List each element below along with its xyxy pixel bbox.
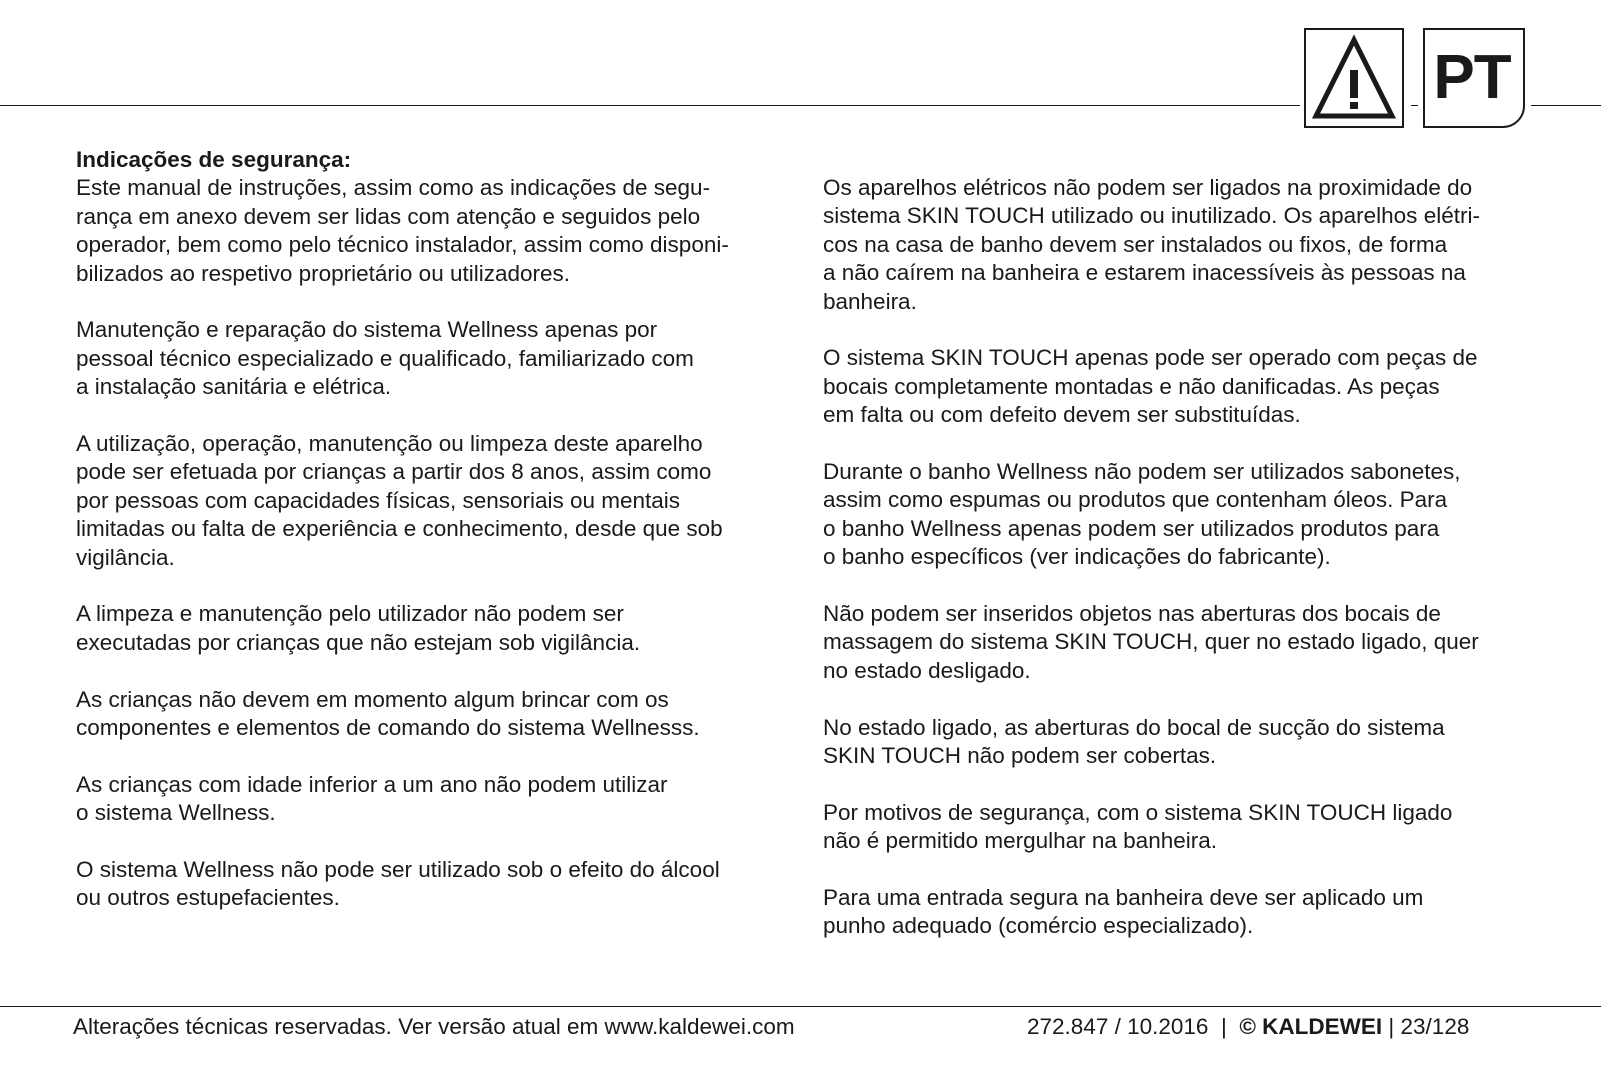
footer-separator: | [1220, 1014, 1227, 1039]
paragraph [76, 686, 791, 743]
warning-triangle-icon [1304, 28, 1404, 128]
paragraph-line: no estado desligado. [823, 657, 1031, 683]
header-rule-middle [1411, 105, 1418, 106]
paragraph-line: Este manual de instruções, assim como as indicações de segu- [76, 175, 711, 201]
paragraph-line: executadas por crianças que não estejam sob vigilância. [76, 629, 641, 655]
paragraph [823, 458, 1538, 572]
footer-disclaimer: Alterações técnicas reservadas. Ver versão atual em www.kaldewei.com [73, 1014, 795, 1039]
language-badge: PT [1423, 28, 1525, 128]
paragraph-line: SKIN TOUCH não podem ser cobertas. [823, 743, 1217, 769]
paragraph [76, 174, 791, 288]
paragraph-line: a não caírem na banheira e estarem inacessíveis às pessoas na [823, 260, 1466, 286]
paragraph-line: o banho específicos (ver indicações do fabricante). [823, 544, 1331, 570]
doc-number: 272.847 / 10.2016 [1027, 1014, 1209, 1039]
paragraph-line: Os aparelhos elétricos não podem ser ligados na proximidade do [823, 175, 1473, 200]
paragraph-line: pode ser efetuada por crianças a partir dos 8 anos, assim como [76, 459, 712, 485]
page-number: 23/128 [1400, 1014, 1470, 1039]
paragraph-line: A limpeza e manutenção pelo utilizador não podem ser [76, 601, 624, 627]
paragraph-line: o sistema Wellness. [76, 800, 276, 826]
paragraph-line: Não podem ser inseridos objetos nas aberturas dos bocais de [823, 601, 1441, 627]
paragraph [823, 714, 1538, 771]
paragraph-line: cos na casa de banho devem ser instalados ou fixos, de forma [823, 231, 1448, 257]
paragraph-line: por pessoas com capacidades físicas, sensoriais ou mentais [76, 487, 681, 513]
paragraph-line: limitadas ou falta de experiência e conhecimento, desde que sob [76, 516, 723, 542]
footer-rule [0, 1006, 1601, 1007]
right-column [823, 174, 1538, 969]
paragraph-line: a instalação sanitária e elétrica. [76, 374, 392, 400]
left-column [76, 146, 791, 941]
paragraph-line: componentes e elementos de comando do sistema Wellnesss. [76, 715, 700, 741]
paragraph [823, 884, 1538, 941]
paragraph-line: bocais completamente montadas e não danificadas. As peças [823, 373, 1440, 399]
paragraph-line: No estado ligado, as aberturas do bocal de sucção do sistema [823, 714, 1445, 740]
paragraph-line: punho adequado (comércio especializado). [823, 913, 1254, 939]
paragraph-line: Durante o banho Wellness não podem ser utilizados sabonetes, [823, 459, 1461, 485]
paragraph-line: em falta ou com defeito devem ser substituídas. [823, 402, 1301, 428]
paragraph-line: massagem do sistema SKIN TOUCH, quer no estado ligado, quer [823, 629, 1479, 655]
paragraph-line: rança em anexo devem ser lidas com atenção e seguidos pelo [76, 203, 701, 229]
paragraph-line: O sistema Wellness não pode ser utilizado sob o efeito do álcool [76, 857, 720, 883]
paragraph [76, 430, 791, 572]
paragraph [823, 600, 1538, 685]
paragraph-line: Para uma entrada segura na banheira deve ser aplicado um [823, 885, 1424, 911]
paragraph-line: A utilização, operação, manutenção ou limpeza deste aparelho [76, 431, 703, 457]
paragraph-line: banheira. [823, 288, 917, 314]
section-heading: Indicações de segurança: [76, 147, 352, 172]
footer-info [1027, 1014, 1469, 1040]
paragraph-line: Manutenção e reparação do sistema Wellness apenas por [76, 317, 658, 343]
paragraph-line: As crianças não devem em momento algum brincar com os [76, 686, 669, 712]
paragraph-line: vigilância. [76, 544, 175, 570]
paragraph [76, 316, 791, 401]
paragraph-line: pessoal técnico especializado e qualificado, familiarizado com [76, 345, 694, 371]
paragraph [823, 344, 1538, 429]
header-rule-right [1531, 105, 1601, 106]
paragraph-line: o banho Wellness apenas podem ser utilizados produtos para [823, 515, 1440, 541]
paragraph [76, 771, 791, 828]
paragraph [823, 799, 1538, 856]
footer-separator: | [1388, 1014, 1395, 1039]
paragraph-line: ou outros estupefacientes. [76, 885, 340, 911]
paragraph [76, 856, 791, 913]
paragraph-line: assim como espumas ou produtos que contenham óleos. Para [823, 487, 1448, 513]
paragraph-line: O sistema SKIN TOUCH apenas pode ser operado com peças de [823, 345, 1478, 371]
paragraph-line: sistema SKIN TOUCH utilizado ou inutilizado. Os aparelhos elétri- [823, 203, 1480, 229]
paragraph [823, 174, 1538, 316]
paragraph-line: operador, bem como pelo técnico instalador, assim como disponi- [76, 232, 729, 258]
paragraph-line: Por motivos de segurança, com o sistema SKIN TOUCH ligado [823, 799, 1453, 825]
header-rule-left [0, 105, 1300, 106]
paragraph-line: As crianças com idade inferior a um ano não podem utilizar [76, 771, 668, 797]
paragraph-line: não é permitido mergulhar na banheira. [823, 828, 1217, 854]
paragraph [76, 600, 791, 657]
paragraph-line: bilizados ao respetivo proprietário ou utilizadores. [76, 260, 571, 286]
brand-name: © KALDEWEI [1239, 1014, 1383, 1039]
